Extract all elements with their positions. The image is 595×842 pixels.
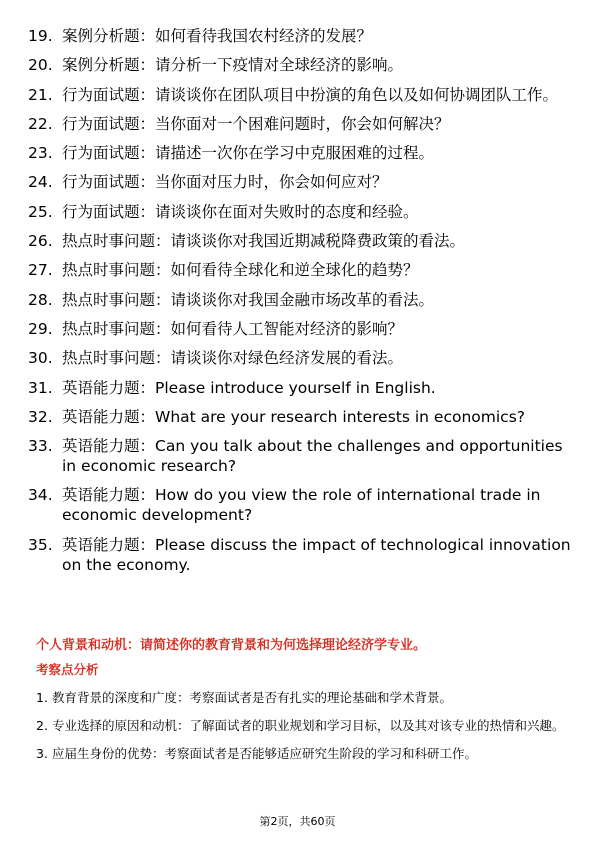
question-number: 34. <box>28 486 53 505</box>
section-subtitle: 考察点分析 <box>36 662 99 677</box>
question-text: 行为面试题：请谈谈你在团队项目中扮演的角色以及如何协调团队工作。 <box>62 85 559 104</box>
question-number: 27. <box>28 261 53 280</box>
question-number: 29. <box>28 319 53 338</box>
question-text: 英语能力题：Please introduce yourself in English. <box>62 378 436 397</box>
analysis-text: 专业选择的原因和动机：了解面试者的职业规划和学习目标，以及其对该专业的热情和兴趣。 <box>52 718 565 733</box>
list-item <box>28 319 573 339</box>
question-number: 24. <box>28 173 53 192</box>
question-number: 35. <box>28 535 53 554</box>
question-number: 28. <box>28 290 53 309</box>
question-number: 26. <box>28 232 53 251</box>
list-item <box>36 742 566 766</box>
list-item <box>28 535 573 575</box>
question-text: 热点时事问题：请谈谈你对我国金融市场改革的看法。 <box>62 290 435 309</box>
question-text: 行为面试题：请描述一次你在学习中克服困难的过程。 <box>62 144 435 163</box>
list-item <box>28 85 573 105</box>
list-item <box>28 348 573 368</box>
analysis-text: 教育背景的深度和广度：考察面试者是否有扎实的理论基础和学术背景。 <box>52 690 453 705</box>
list-item <box>28 231 573 251</box>
question-text: 英语能力题：How do you view the role of international trade in economic development? <box>62 486 541 525</box>
list-item <box>28 260 573 280</box>
question-text: 英语能力题：What are your research interests in economics? <box>62 407 526 426</box>
question-number: 30. <box>28 349 53 368</box>
question-number: 33. <box>28 437 53 456</box>
section-title: 个人背景和动机：请简述你的教育背景和为何选择理论经济学专业。 <box>36 638 427 653</box>
list-item <box>28 202 573 222</box>
analysis-number: 2. <box>36 718 48 733</box>
question-number: 31. <box>28 378 53 397</box>
question-text: 案例分析题：如何看待我国农村经济的发展？ <box>62 27 373 45</box>
analysis-number: 3. <box>36 746 48 761</box>
list-item <box>28 485 573 525</box>
question-number: 32. <box>28 407 53 426</box>
question-text: 热点时事问题：请谈谈你对绿色经济发展的看法。 <box>62 349 404 368</box>
list-item <box>36 714 566 738</box>
question-text: 行为面试题：当你面对压力时，你会如何应对？ <box>62 173 388 192</box>
list-item <box>28 26 573 46</box>
analysis-number: 1. <box>36 690 48 705</box>
question-text: 行为面试题：当你面对一个困难问题时，你会如何解决？ <box>62 114 450 133</box>
question-text: 英语能力题：Please discuss the impact of technological innovation on the economy. <box>62 535 571 574</box>
list-item <box>28 143 573 163</box>
list-item <box>28 436 573 476</box>
list-item <box>28 114 573 134</box>
page-footer: 第2页，共60页 <box>259 815 336 828</box>
question-text: 案例分析题：请分析一下疫情对全球经济的影响。 <box>62 56 404 75</box>
question-number: 21. <box>28 85 53 104</box>
question-list <box>28 26 573 584</box>
question-number: 22. <box>28 114 53 133</box>
question-text: 热点时事问题：如何看待人工智能对经济的影响？ <box>62 319 404 338</box>
question-text: 热点时事问题：如何看待全球化和逆全球化的趋势？ <box>62 261 419 280</box>
analysis-text: 应届生身份的优势：考察面试者是否能够适应研究生阶段的学习和科研工作。 <box>52 746 478 761</box>
question-text: 热点时事问题：请谈谈你对我国近期减税降费政策的看法。 <box>62 232 466 251</box>
list-item <box>28 172 573 192</box>
question-number: 25. <box>28 202 53 221</box>
list-item <box>28 290 573 310</box>
question-text: 行为面试题：请谈谈你在面对失败时的态度和经验。 <box>62 202 419 221</box>
list-item <box>28 55 573 75</box>
analysis-section <box>36 636 566 770</box>
list-item <box>28 407 573 427</box>
question-number: 23. <box>28 144 53 163</box>
question-number: 19. <box>28 27 53 45</box>
list-item <box>36 686 566 710</box>
question-text: 英语能力题：Can you talk about the challenges and opportunities in economic research? <box>62 437 563 476</box>
list-item <box>28 378 573 398</box>
question-number: 20. <box>28 56 53 75</box>
